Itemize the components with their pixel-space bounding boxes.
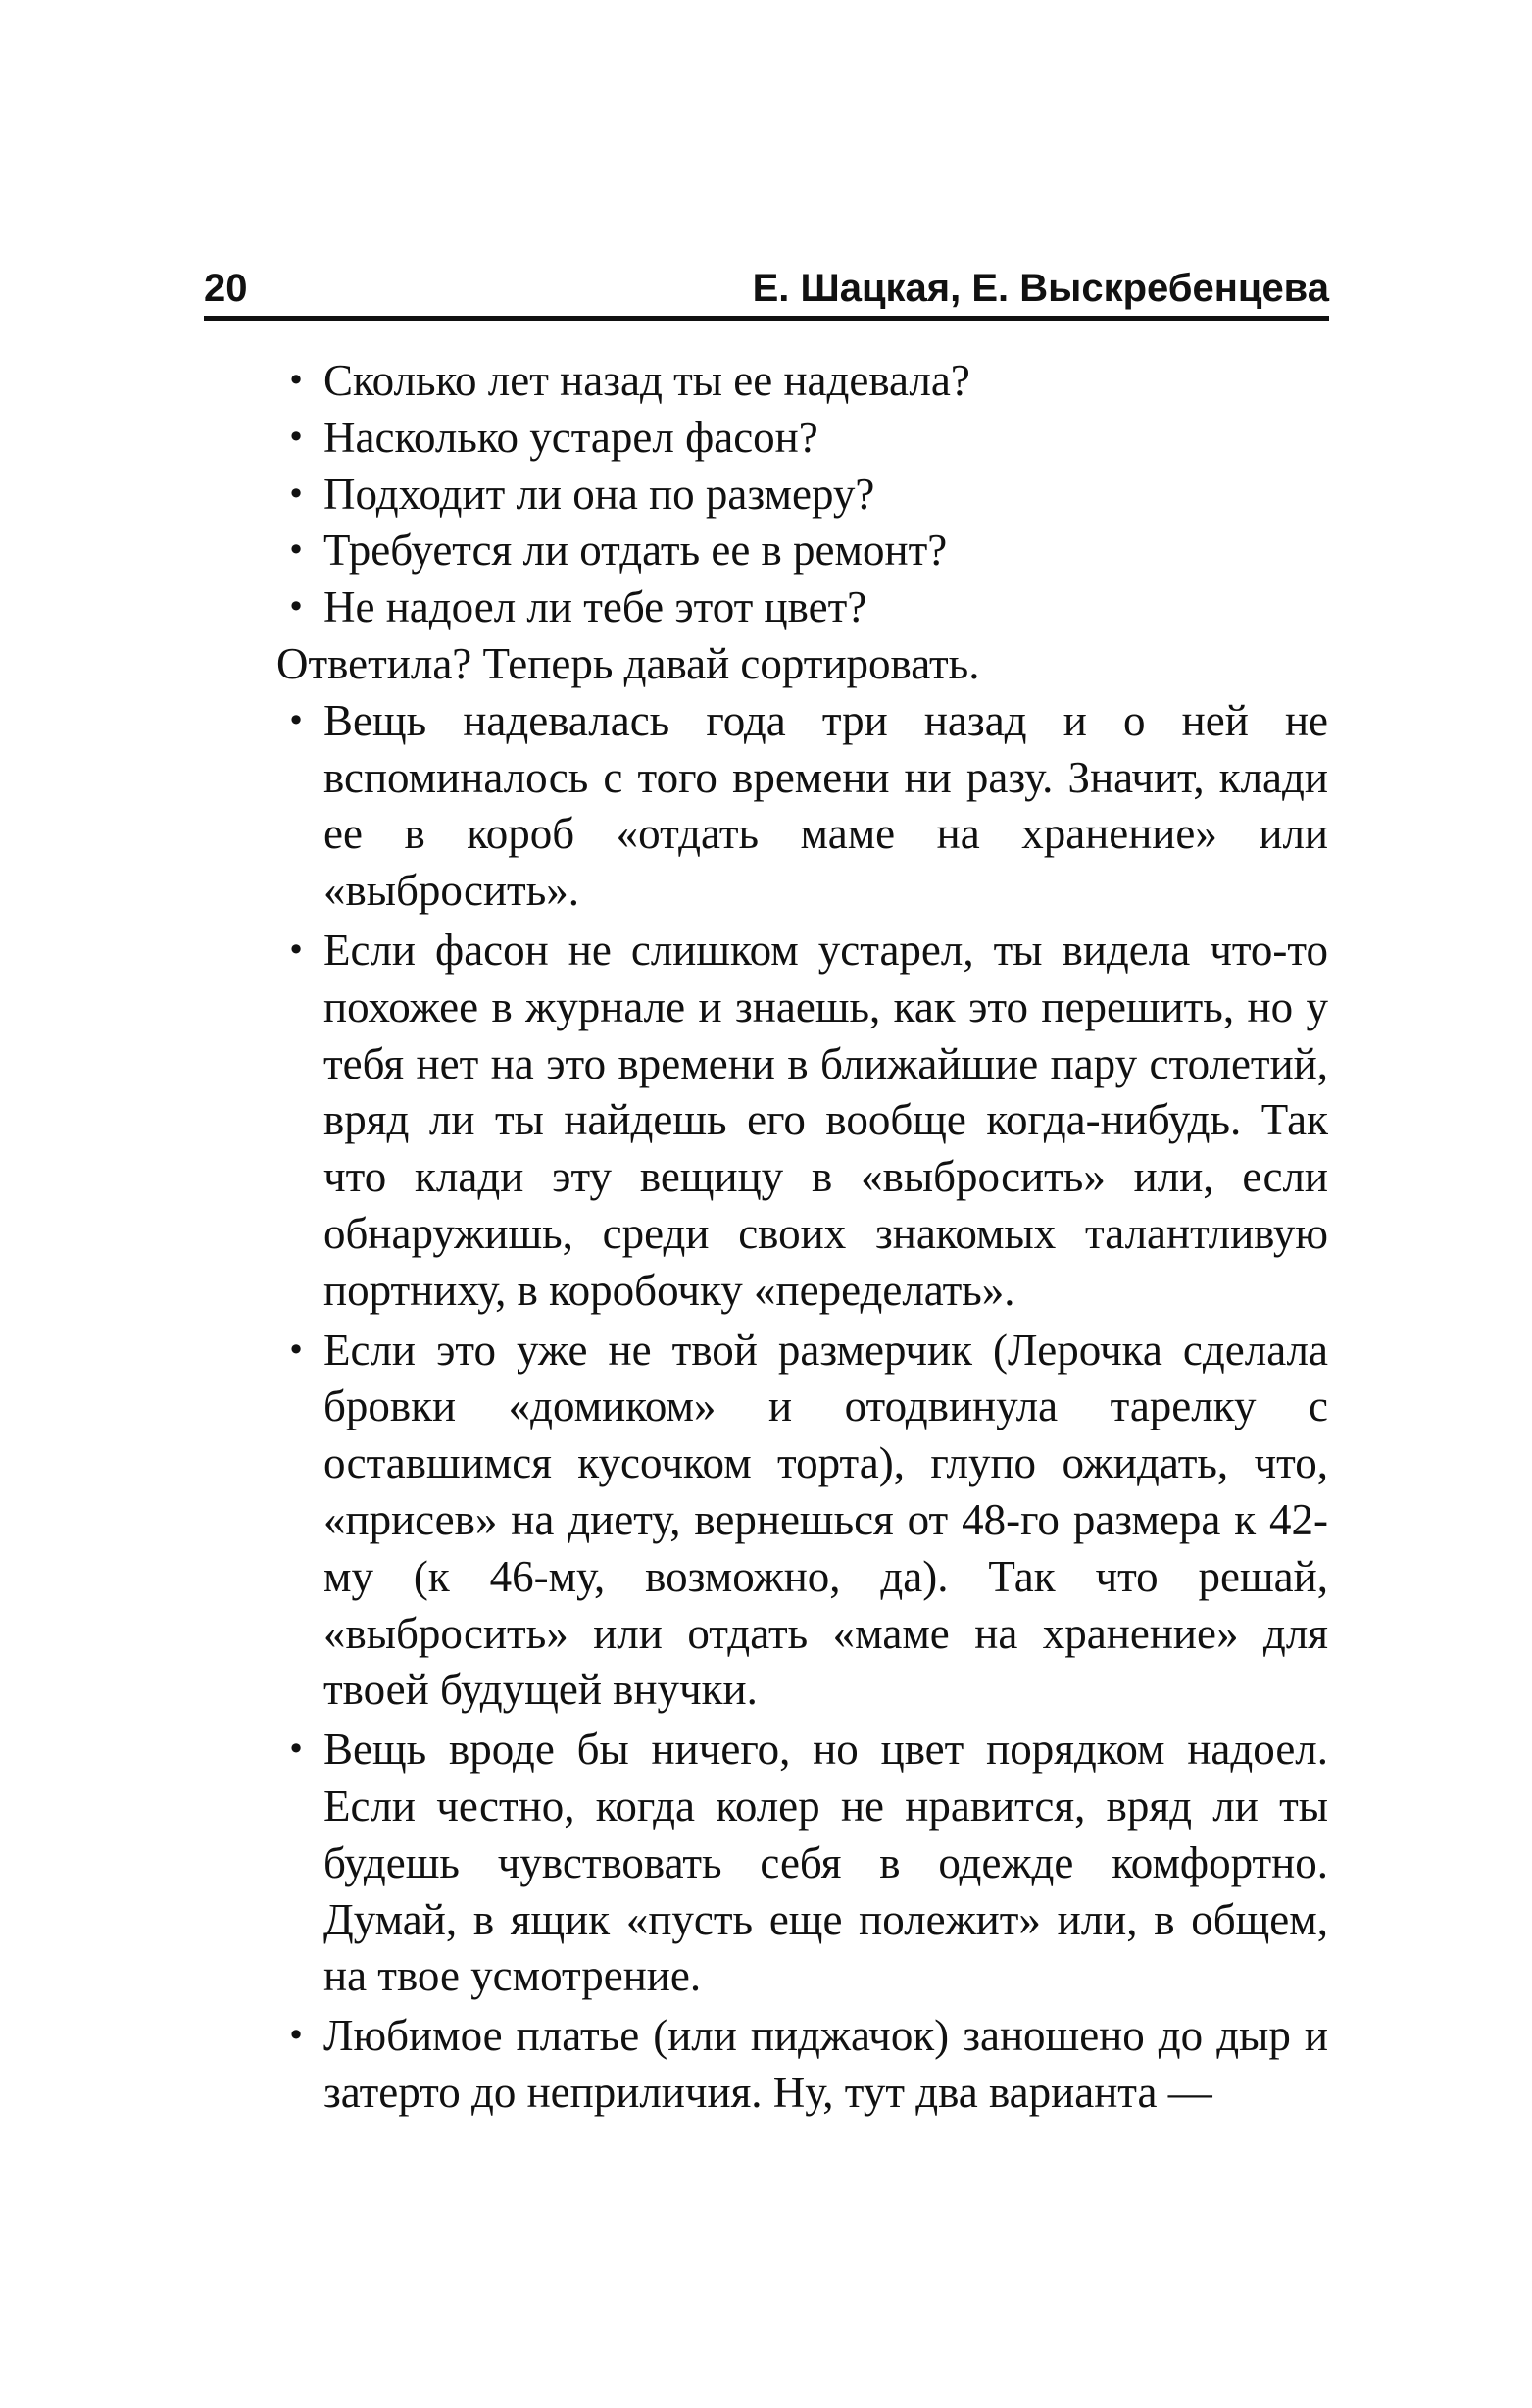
sorting-rule-text: Вещь надевалась года три назад и о ней не вспоминалось с того времени ни разу. Значит, клади ее в короб «отдать маме на хранение» или «выбросить». (323, 695, 1328, 916)
sorting-rule-item (277, 2008, 1328, 2122)
bullet-icon: • (286, 1330, 306, 1369)
sorting-rule-text: Если фасон не слишком устарел, ты видела что-то похожее в журнале и знаешь, как это перешить, но у тебя нет на это времени в ближайшие пару столетий, вряд ли ты найдешь его вообще когда-нибудь. Так что клади эту вещицу в «выбросить» или, если обнаружишь, среди своих знакомых талантливую портниху, в коробочку «переделать». (323, 925, 1328, 1315)
running-head-authors: Е. Шацкая, Е. Выскребенцева (752, 267, 1329, 310)
bullet-icon: • (286, 1731, 306, 1769)
sorting-rules-list (277, 693, 1328, 2122)
bullet-icon: • (286, 362, 306, 399)
question-text: Сколько лет назад ты ее надевала? (323, 356, 970, 405)
bullet-icon: • (286, 588, 306, 627)
question-item (277, 579, 1328, 636)
bullet-icon: • (286, 930, 306, 969)
sorting-rule-item (277, 1323, 1328, 1720)
bullet-icon: • (286, 2017, 306, 2055)
bullet-icon: • (286, 475, 306, 513)
sorting-rule-item (277, 693, 1328, 920)
question-text: Подходит ли она по размеру? (323, 469, 875, 519)
lead-paragraph: Ответила? Теперь давай сортировать. (276, 638, 980, 688)
question-item (277, 523, 1328, 579)
bullet-icon: • (286, 701, 306, 739)
question-text: Насколько устарел фасон? (323, 412, 818, 462)
question-text: Требуется ли отдать ее в ремонт? (323, 526, 948, 576)
sorting-rule-text: Вещь вроде бы ничего, но цвет порядком надоел. Если честно, когда колер не нравится, вряд ли ты будешь чувствовать себя в одежде комфортно. Думай, в ящик «пусть еще полежит» или, в общем, на твое усмотрение. (323, 1725, 1328, 2001)
question-text: Не надоел ли тебе этот цвет? (323, 582, 867, 632)
bullet-icon: • (286, 531, 306, 570)
sorting-rule-text: Любимое платье (или пиджачок) заношено до дыр и затерто до неприличия. Ну, тут два варианта — (323, 2011, 1328, 2117)
question-item (277, 410, 1328, 467)
bullet-icon: • (286, 418, 306, 456)
question-item (277, 353, 1328, 410)
page-body (277, 353, 1328, 2122)
sorting-rule-text: Если это уже не твой размерчик (Лерочка сделала бровки «домиком» и отодвинула тарелку с оставшимся кусочком торта), глупо ожидать, что, «присев» на диету, вернешься от 48-го размера к 42-му (к 46-му, возможно, да). Так что решай, «выбросить» или отдать «маме на хранение» для твоей будущей внучки. (323, 1325, 1328, 1715)
page-number: 20 (204, 267, 248, 310)
question-item (277, 467, 1328, 524)
question-list (277, 353, 1328, 636)
page-header (204, 257, 1329, 321)
sorting-rule-item (277, 923, 1328, 1320)
sorting-rule-item (277, 1722, 1328, 2005)
